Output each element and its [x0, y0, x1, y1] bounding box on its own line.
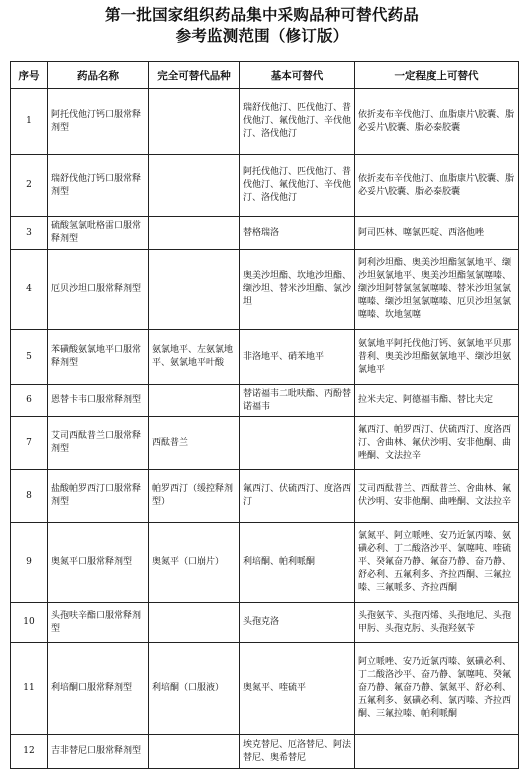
row-full-substitute [149, 155, 240, 217]
header-no: 序号 [11, 62, 48, 89]
row-partial-substitute: 阿立哌唑、安乃近氯丙嗪、氨磺必利、丁二酸洛沙平、奋乃静、氯噻吨、癸氟奋乃静、氟奋乃静、氯氮平、舒必利、五氟利多、氨磺必利、氯丙嗪、齐拉西酮、三氟拉嗪、帕利哌酮 [355, 643, 519, 735]
row-drug-name: 厄贝沙坦口服常释剂型 [48, 250, 149, 330]
row-basic-substitute: 奥美沙坦酯、坎地沙坦酯、缬沙坦、替米沙坦酯、氯沙坦 [240, 250, 355, 330]
row-full-substitute [149, 385, 240, 417]
row-partial-substitute: 依折麦布辛伐他汀、血脂康片\胶囊、脂必妥片\胶囊、脂必泰胶囊 [355, 155, 519, 217]
table-row [11, 470, 519, 523]
row-no: 11 [11, 643, 48, 735]
header-drug-name: 药品名称 [48, 62, 149, 89]
row-partial-substitute: 艾司西酞普兰、西酞普兰、舍曲林、氟伏沙明、安非他酮、曲唑酮、文法拉辛 [355, 470, 519, 523]
row-basic-substitute: 头孢克洛 [240, 603, 355, 643]
row-no: 6 [11, 385, 48, 417]
row-drug-name: 盐酸帕罗西汀口服常释剂型 [48, 470, 149, 523]
row-no: 7 [11, 417, 48, 470]
row-full-substitute: 西酞普兰 [149, 417, 240, 470]
row-basic-substitute: 阿托伐他汀、匹伐他汀、普伐他汀、氟伐他汀、辛伐他汀、洛伐他汀 [240, 155, 355, 217]
row-basic-substitute: 非洛地平、硝苯地平 [240, 330, 355, 385]
table-row [11, 385, 519, 417]
table-row [11, 89, 519, 155]
table-row [11, 330, 519, 385]
table-row [11, 217, 519, 250]
row-partial-substitute: 氨氯地平阿托伐他汀钙、氨氯地平贝那普利、奥美沙坦酯氨氯地平、缬沙坦氨氯地平 [355, 330, 519, 385]
row-drug-name: 利培酮口服常释剂型 [48, 643, 149, 735]
row-full-substitute [149, 217, 240, 250]
row-drug-name: 硫酸氢氯吡格雷口服常释剂型 [48, 217, 149, 250]
row-partial-substitute [355, 735, 519, 769]
table-row [11, 523, 519, 603]
row-partial-substitute: 阿司匹林、噻氯匹啶、西洛他唑 [355, 217, 519, 250]
row-no: 1 [11, 89, 48, 155]
row-full-substitute: 奥氮平（口崩片） [149, 523, 240, 603]
header-basic-substitute: 基本可替代 [240, 62, 355, 89]
row-basic-substitute: 埃克替尼、厄洛替尼、阿法替尼、奥希替尼 [240, 735, 355, 769]
row-drug-name: 恩替卡韦口服常释剂型 [48, 385, 149, 417]
row-basic-substitute: 替诺福韦二吡呋酯、丙酚替诺福韦 [240, 385, 355, 417]
row-no: 4 [11, 250, 48, 330]
row-drug-name: 苯磺酸氨氯地平口服常释剂型 [48, 330, 149, 385]
row-partial-substitute: 阿利沙坦酯、奥美沙坦酯氢氯地平、缬沙坦氨氯地平、奥美沙坦酯氢氯噻嗪、缬沙坦阿替氯氢氯噻嗪、替米沙坦氢氯噻嗪、缬沙坦氢氯噻嗪、厄贝沙坦氢氯噻嗪、坎地氢噻 [355, 250, 519, 330]
header-full-substitute: 完全可替代品种 [149, 62, 240, 89]
table-header-row [11, 62, 519, 89]
drug-table [10, 61, 519, 769]
row-full-substitute [149, 735, 240, 769]
row-basic-substitute: 瑞舒伐他汀、匹伐他汀、普伐他汀、氟伐他汀、辛伐他汀、洛伐他汀 [240, 89, 355, 155]
document-title: 第一批国家组织药品集中采购品种可替代药品 [104, 6, 419, 24]
row-no: 12 [11, 735, 48, 769]
row-drug-name: 阿托伐他汀钙口服常释剂型 [48, 89, 149, 155]
row-partial-substitute: 依折麦布辛伐他汀、血脂康片\胶囊、脂必妥片\胶囊、脂必泰胶囊 [355, 89, 519, 155]
row-basic-substitute: 氟西汀、伏硫西汀、度洛西汀 [240, 470, 355, 523]
row-basic-substitute: 替格瑞洛 [240, 217, 355, 250]
row-no: 8 [11, 470, 48, 523]
table-row [11, 643, 519, 735]
row-partial-substitute: 氟西汀、帕罗西汀、伏硫西汀、度洛西汀、舍曲林、氟伏沙明、安非他酮、曲唑酮、文法拉辛 [355, 417, 519, 470]
row-full-substitute: 帕罗西汀（缓控释剂型） [149, 470, 240, 523]
row-partial-substitute: 拉米夫定、阿德福韦酯、替比夫定 [355, 385, 519, 417]
header-partial-substitute: 一定程度上可替代 [355, 62, 519, 89]
table-row [11, 155, 519, 217]
table-row [11, 250, 519, 330]
row-full-substitute [149, 603, 240, 643]
row-full-substitute [149, 89, 240, 155]
row-no: 10 [11, 603, 48, 643]
row-basic-substitute: 奥氮平、喹硫平 [240, 643, 355, 735]
row-full-substitute: 氨氯地平、左氨氯地平、氨氯地平叶酸 [149, 330, 240, 385]
table-row [11, 603, 519, 643]
row-drug-name: 头孢呋辛酯口服常释剂型 [48, 603, 149, 643]
row-drug-name: 吉非替尼口服常释剂型 [48, 735, 149, 769]
table-row [11, 735, 519, 769]
row-no: 2 [11, 155, 48, 217]
row-basic-substitute: 利培酮、帕利哌酮 [240, 523, 355, 603]
document-subtitle: 参考监测范围（修订版） [175, 27, 349, 45]
row-partial-substitute: 头孢氨苄、头孢丙烯、头孢地尼、头孢甲肟、头孢克肟、头孢羟氨苄 [355, 603, 519, 643]
row-drug-name: 瑞舒伐他汀钙口服常释剂型 [48, 155, 149, 217]
row-no: 9 [11, 523, 48, 603]
row-no: 5 [11, 330, 48, 385]
row-basic-substitute [240, 417, 355, 470]
row-full-substitute [149, 250, 240, 330]
row-drug-name: 艾司西酞普兰口服常释剂型 [48, 417, 149, 470]
row-full-substitute: 利培酮（口服液） [149, 643, 240, 735]
row-no: 3 [11, 217, 48, 250]
table-row [11, 417, 519, 470]
row-drug-name: 奥氮平口服常释剂型 [48, 523, 149, 603]
row-partial-substitute: 氯氮平、阿立哌唑、安乃近氯丙嗪、氨磺必利、丁二酸洛沙平、氯噻吨、喹硫平、癸氟奋乃静、氟奋乃静、奋乃静、舒必利、五氟利多、齐拉西酮、三氟拉嗪、三氟哌多、齐拉西酮 [355, 523, 519, 603]
